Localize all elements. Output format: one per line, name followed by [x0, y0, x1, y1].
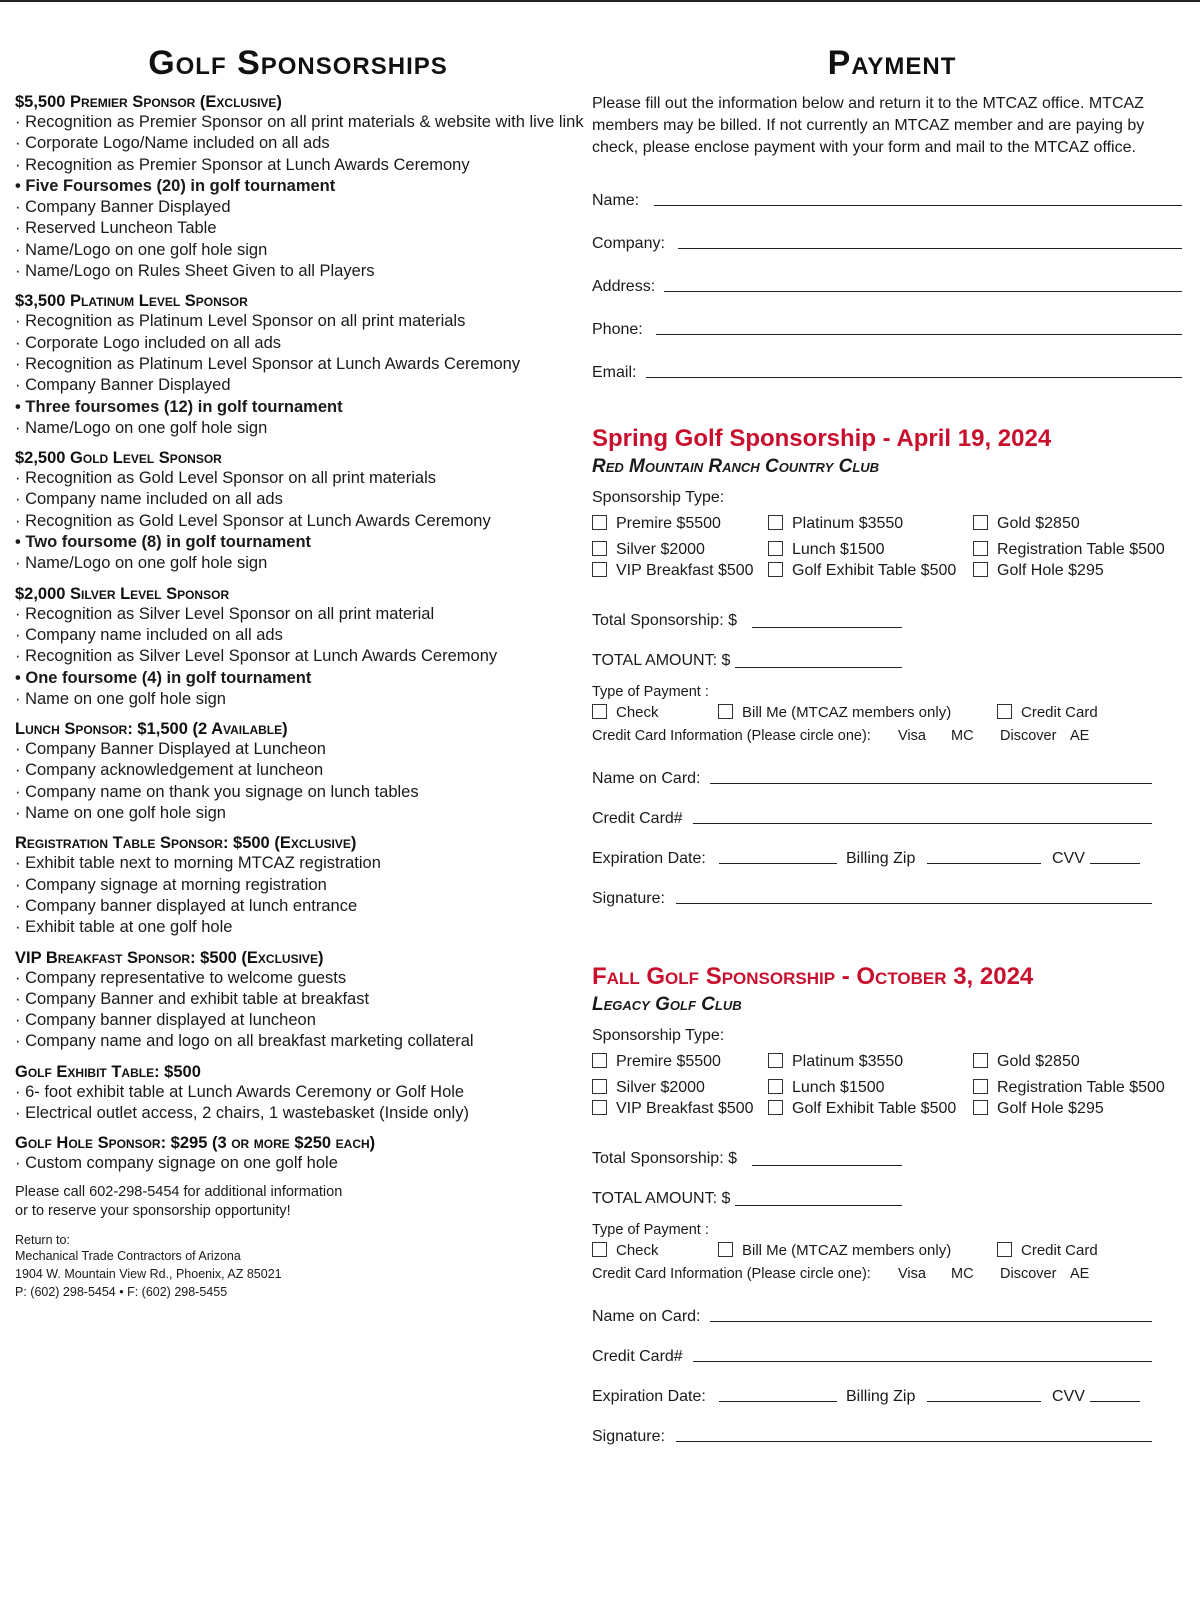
- total-amount-field[interactable]: [592, 1174, 1182, 1214]
- payment-type-options: [592, 1238, 1182, 1264]
- payment-option-label: Bill Me (MTCAZ members only): [742, 704, 952, 721]
- cc-type-option[interactable]: Visa: [898, 728, 926, 744]
- expiration-label: Expiration Date:: [592, 850, 706, 867]
- total-amount-line: [735, 1205, 902, 1206]
- tier-benefit: · Electrical outlet access, 2 chairs, 1 wastebasket (Inside only): [15, 1103, 585, 1124]
- payment-option-label: Credit Card: [1021, 1242, 1098, 1259]
- sponsorship-option[interactable]: [592, 1052, 721, 1072]
- tier-benefit: · Company banner displayed at luncheon: [15, 1010, 585, 1031]
- cc-type-option[interactable]: MC: [951, 728, 974, 744]
- sponsorship-option[interactable]: [768, 1052, 903, 1072]
- total-sponsorship-label: Total Sponsorship: $: [592, 612, 737, 629]
- name-on-card-field[interactable]: [592, 1292, 1182, 1332]
- cc-type-option[interactable]: Discover: [1000, 728, 1057, 744]
- sponsorship-option[interactable]: [973, 1099, 1104, 1119]
- expiration-row: [592, 1372, 1182, 1412]
- name-on-card-field-label: Name on Card:: [592, 770, 701, 787]
- event-title: Spring Golf Sponsorship - April 19, 2024: [592, 425, 1052, 452]
- checkbox[interactable]: [592, 1053, 607, 1068]
- sponsorship-option[interactable]: [768, 514, 903, 534]
- return-to-label: Return to:: [15, 1232, 70, 1247]
- sponsorship-options: [592, 1052, 1182, 1122]
- checkbox[interactable]: [768, 1079, 783, 1094]
- signature-field-line: [676, 1441, 1152, 1442]
- event-title: Fall Golf Sponsorship - October 3, 2024: [592, 963, 1034, 990]
- total-sponsorship-field[interactable]: [592, 596, 1182, 636]
- type-of-payment-label: Type of Payment :: [592, 1222, 709, 1238]
- billing-zip-line[interactable]: [927, 863, 1041, 864]
- tier-benefit: • One foursome (4) in golf tournament: [15, 668, 585, 689]
- credit-card-type-row: [592, 1264, 1182, 1288]
- payment-title: Payment: [827, 44, 957, 82]
- sponsorship-option[interactable]: [768, 540, 885, 560]
- signature-field-label: Signature:: [592, 1428, 665, 1445]
- phone-field[interactable]: Phone:: [592, 302, 1182, 345]
- sponsorship-options: [592, 514, 1182, 584]
- tier-benefit: · Recognition as Gold Level Sponsor at Lunch Awards Ceremony: [15, 511, 585, 532]
- tier-benefit: • Three foursomes (12) in golf tournament: [15, 397, 585, 418]
- option-label: Lunch $1500: [792, 541, 885, 558]
- sponsor-tier: [15, 1133, 585, 1174]
- payment-column: [592, 44, 1182, 1452]
- payment-type-options: [592, 700, 1182, 726]
- sponsorships-column: [15, 44, 585, 1301]
- sponsor-tier: [15, 448, 585, 574]
- checkbox[interactable]: [973, 515, 988, 530]
- billing-zip-label: Billing Zip: [846, 850, 916, 867]
- tier-title: $5,500 Premier Sponsor (Exclusive): [15, 93, 282, 111]
- tier-benefit: · Company representative to welcome guests: [15, 968, 585, 989]
- cvv-line[interactable]: [1090, 1401, 1140, 1402]
- payment-bill-me-option[interactable]: [718, 1242, 951, 1259]
- tier-benefit: · Company Banner Displayed at Luncheon: [15, 739, 585, 760]
- tier-benefit: · Name/Logo on Rules Sheet Given to all Players: [15, 261, 585, 282]
- billing-zip-line[interactable]: [927, 1401, 1041, 1402]
- option-label: VIP Breakfast $500: [616, 562, 754, 579]
- tier-benefit: · Custom company signage on one golf hole: [15, 1153, 585, 1174]
- name-on-card-field-line: [710, 1321, 1152, 1322]
- option-label: Golf Hole $295: [997, 1100, 1104, 1117]
- organization-address: 1904 W. Mountain View Rd., Phoenix, AZ 85021: [15, 1266, 282, 1281]
- tier-title: VIP Breakfast Sponsor: $500 (Exclusive): [15, 948, 324, 967]
- tier-benefit: · Recognition as Gold Level Sponsor on all print materials: [15, 468, 585, 489]
- option-label: Golf Exhibit Table $500: [792, 562, 957, 579]
- tier-benefit: · Name on one golf hole sign: [15, 689, 585, 710]
- spring-event-form: [592, 424, 1182, 914]
- tier-benefit: · Exhibit table next to morning MTCAZ registration: [15, 853, 585, 874]
- checkbox[interactable]: [997, 704, 1012, 719]
- tier-benefit: · Name/Logo on one golf hole sign: [15, 553, 585, 574]
- option-label: Gold $2850: [997, 1053, 1080, 1070]
- return-address-block: [15, 1231, 585, 1301]
- checkbox[interactable]: [768, 1100, 783, 1115]
- tier-benefit: · Recognition as Premier Sponsor at Lunch Awards Ceremony: [15, 155, 585, 176]
- payment-check-option[interactable]: [592, 704, 659, 721]
- tier-title: $2,500 Gold Level Sponsor: [15, 449, 222, 468]
- total-sponsorship-line: [752, 627, 902, 628]
- tier-benefit: · Name/Logo on one golf hole sign: [15, 418, 585, 439]
- contact-note-line2: or to reserve your sponsorship opportunity!: [15, 1202, 291, 1219]
- address-field[interactable]: Address:: [592, 259, 1182, 302]
- cc-info-label: Credit Card Information (Please circle one):: [592, 728, 871, 744]
- option-label: Lunch $1500: [792, 1079, 885, 1096]
- checkbox[interactable]: [592, 1242, 607, 1257]
- total-amount-label: TOTAL AMOUNT: $: [592, 1190, 731, 1207]
- signature-field[interactable]: [592, 1412, 1182, 1452]
- expiration-row: [592, 834, 1182, 874]
- tier-benefit: · Name on one golf hole sign: [15, 803, 585, 824]
- tier-benefit: • Five Foursomes (20) in golf tournament: [15, 176, 585, 197]
- signature-field-line: [676, 903, 1152, 904]
- credit-card-number-field[interactable]: [592, 794, 1182, 834]
- cc-type-option[interactable]: MC: [951, 1266, 974, 1282]
- tier-benefit: · Company name and logo on all breakfast marketing collateral: [15, 1031, 585, 1052]
- sponsorship-option[interactable]: [973, 1078, 1165, 1098]
- sponsor-tier: [15, 719, 585, 824]
- payment-option-label: Bill Me (MTCAZ members only): [742, 1242, 952, 1259]
- payment-option-label: Check: [616, 1242, 659, 1259]
- tier-benefit: · Corporate Logo/Name included on all ads: [15, 133, 585, 154]
- payment-option-label: Credit Card: [1021, 704, 1098, 721]
- tier-benefit: · Company acknowledgement at luncheon: [15, 760, 585, 781]
- organization-name: Mechanical Trade Contractors of Arizona: [15, 1248, 241, 1263]
- sponsorships-title: Golf Sponsorships: [148, 44, 448, 82]
- sponsorship-option[interactable]: [592, 1099, 754, 1119]
- name-on-card-field[interactable]: [592, 754, 1182, 794]
- event-venue: Red Mountain Ranch Country Club: [592, 456, 880, 477]
- sponsorship-option[interactable]: [768, 561, 956, 581]
- checkbox[interactable]: [592, 562, 607, 577]
- credit-card-number-field-line: [693, 1361, 1152, 1362]
- contact-note: [15, 1183, 585, 1221]
- event-venue: Legacy Golf Club: [592, 994, 742, 1015]
- payment-check-option[interactable]: [592, 1242, 659, 1259]
- checkbox[interactable]: [768, 562, 783, 577]
- checkbox[interactable]: [592, 1100, 607, 1115]
- sponsorship-tier-list: [15, 92, 585, 1175]
- organization-phones: P: (602) 298-5454 • F: (602) 298-5455: [15, 1284, 228, 1299]
- company-field[interactable]: Company:: [592, 216, 1182, 259]
- total-amount-field[interactable]: [592, 636, 1182, 676]
- option-label: Golf Hole $295: [997, 562, 1104, 579]
- tier-title: $2,000 Silver Level Sponsor: [15, 584, 230, 603]
- sponsorship-option[interactable]: [973, 540, 1165, 560]
- checkbox[interactable]: [973, 562, 988, 577]
- option-label: Platinum $3550: [792, 1053, 904, 1070]
- checkbox[interactable]: [592, 541, 607, 556]
- tier-benefit: · Name/Logo on one golf hole sign: [15, 240, 585, 261]
- sponsor-tier: [15, 1062, 585, 1125]
- name-field[interactable]: Name:: [592, 173, 1182, 216]
- checkbox[interactable]: [973, 1053, 988, 1068]
- sponsorship-option[interactable]: [768, 1099, 956, 1119]
- checkbox[interactable]: [768, 515, 783, 530]
- expiration-line[interactable]: [719, 863, 837, 864]
- tier-benefit: · Company signage at morning registration: [15, 875, 585, 896]
- payment-option-label: Check: [616, 704, 659, 721]
- cc-type-option[interactable]: Discover: [1000, 1266, 1057, 1282]
- sponsorship-option[interactable]: [973, 1052, 1080, 1072]
- name-on-card-field-label: Name on Card:: [592, 1308, 701, 1325]
- checkbox[interactable]: [997, 1242, 1012, 1257]
- sponsorship-option[interactable]: [973, 514, 1080, 534]
- sponsorship-type-label: Sponsorship Type:: [592, 1027, 725, 1044]
- credit-card-number-field-label: Credit Card#: [592, 810, 683, 827]
- tier-title: Golf Exhibit Table: $500: [15, 1062, 201, 1081]
- expiration-line[interactable]: [719, 1401, 837, 1402]
- cc-type-option[interactable]: Visa: [898, 1266, 926, 1282]
- tier-benefit: · Company Banner and exhibit table at breakfast: [15, 989, 585, 1010]
- contact-fields: [592, 173, 1182, 388]
- credit-card-type-row: [592, 726, 1182, 750]
- contact-note-line1: Please call 602-298-5454 for additional information: [15, 1183, 343, 1200]
- option-label: VIP Breakfast $500: [616, 1100, 754, 1117]
- option-label: Silver $2000: [616, 541, 705, 558]
- option-label: Silver $2000: [616, 1079, 705, 1096]
- cvv-label: CVV: [1052, 850, 1085, 867]
- tier-benefit: · Recognition as Platinum Level Sponsor at Lunch Awards Ceremony: [15, 354, 585, 375]
- sponsorship-option[interactable]: [973, 561, 1104, 581]
- signature-field[interactable]: [592, 874, 1182, 914]
- billing-zip-label: Billing Zip: [846, 1388, 916, 1405]
- sponsorship-option[interactable]: [768, 1078, 885, 1098]
- tier-title: Golf Hole Sponsor: $295 (3 or more $250 each): [15, 1134, 376, 1153]
- checkbox[interactable]: [768, 1053, 783, 1068]
- tier-benefit: · Reserved Luncheon Table: [15, 218, 585, 239]
- tier-benefit: · Exhibit table at one golf hole: [15, 917, 585, 938]
- option-label: Platinum $3550: [792, 515, 904, 532]
- checkbox[interactable]: [718, 704, 733, 719]
- tier-benefit: · Recognition as Premier Sponsor on all print materials & website with live link: [15, 112, 585, 133]
- checkbox[interactable]: [768, 541, 783, 556]
- tier-benefit: · Recognition as Silver Level Sponsor on all print material: [15, 604, 585, 625]
- tier-benefit: · Recognition as Platinum Level Sponsor on all print materials: [15, 311, 585, 332]
- checkbox[interactable]: [973, 1100, 988, 1115]
- total-amount-line: [735, 667, 902, 668]
- tier-benefit: · 6- foot exhibit table at Lunch Awards Ceremony or Golf Hole: [15, 1082, 585, 1103]
- cc-type-option[interactable]: AE: [1070, 1266, 1090, 1282]
- tier-title: $3,500 Platinum Level Sponsor: [15, 292, 248, 311]
- sponsorship-option[interactable]: [592, 540, 705, 560]
- sponsor-tier: [15, 833, 585, 938]
- expiration-label: Expiration Date:: [592, 1388, 706, 1405]
- cc-type-option[interactable]: AE: [1070, 728, 1090, 744]
- checkbox[interactable]: [592, 1079, 607, 1094]
- signature-field-label: Signature:: [592, 890, 665, 907]
- cvv-label: CVV: [1052, 1388, 1085, 1405]
- tier-title: Lunch Sponsor: $1,500 (2 Available): [15, 720, 288, 739]
- sponsor-tier: [15, 291, 585, 439]
- tier-benefit: · Recognition as Silver Level Sponsor at Lunch Awards Ceremony: [15, 646, 585, 667]
- cc-info-label: Credit Card Information (Please circle one):: [592, 1266, 871, 1282]
- sponsorship-option[interactable]: [592, 561, 754, 581]
- payment-bill-me-option[interactable]: [718, 704, 951, 721]
- sponsorship-option[interactable]: [592, 1078, 705, 1098]
- top-rule: [0, 0, 1200, 2]
- sponsorship-type-label: Sponsorship Type:: [592, 489, 725, 506]
- payment-credit-card-option[interactable]: [997, 704, 1098, 721]
- checkbox[interactable]: [973, 1079, 988, 1094]
- sponsor-tier: [15, 948, 585, 1053]
- payment-intro: Please fill out the information below and return it to the MTCAZ office. MTCAZ members may be billed. If not currently an MTCAZ member and are paying by check, please enclose payment with your form and mail to the MTCAZ office.: [592, 95, 1145, 156]
- sponsor-tier: [15, 584, 585, 710]
- tier-benefit: · Company name included on all ads: [15, 625, 585, 646]
- payment-credit-card-option[interactable]: [997, 1242, 1098, 1259]
- cvv-line[interactable]: [1090, 863, 1140, 864]
- tier-benefit: · Company Banner Displayed: [15, 375, 585, 396]
- sponsorship-option[interactable]: [592, 514, 721, 534]
- option-label: Premire $5500: [616, 1053, 721, 1070]
- name-on-card-field-line: [710, 783, 1152, 784]
- tier-benefit: · Company banner displayed at lunch entrance: [15, 896, 585, 917]
- total-sponsorship-label: Total Sponsorship: $: [592, 1150, 737, 1167]
- checkbox[interactable]: [973, 541, 988, 556]
- tier-benefit: · Corporate Logo included on all ads: [15, 333, 585, 354]
- option-label: Registration Table $500: [997, 1079, 1165, 1096]
- total-amount-label: TOTAL AMOUNT: $: [592, 652, 731, 669]
- checkbox[interactable]: [592, 515, 607, 530]
- option-label: Registration Table $500: [997, 541, 1165, 558]
- option-label: Gold $2850: [997, 515, 1080, 532]
- total-sponsorship-line: [752, 1165, 902, 1166]
- tier-title: Registration Table Sponsor: $500 (Exclusive): [15, 834, 357, 853]
- tier-benefit: · Company Banner Displayed: [15, 197, 585, 218]
- tier-benefit: • Two foursome (8) in golf tournament: [15, 532, 585, 553]
- tier-benefit: · Company name included on all ads: [15, 489, 585, 510]
- credit-card-number-field[interactable]: [592, 1332, 1182, 1372]
- total-sponsorship-field[interactable]: [592, 1134, 1182, 1174]
- credit-card-number-field-label: Credit Card#: [592, 1348, 683, 1365]
- option-label: Premire $5500: [616, 515, 721, 532]
- checkbox[interactable]: [718, 1242, 733, 1257]
- credit-card-number-field-line: [693, 823, 1152, 824]
- email-field[interactable]: Email:: [592, 345, 1182, 388]
- tier-benefit: · Company name on thank you signage on lunch tables: [15, 782, 585, 803]
- fall-event-form: [592, 962, 1182, 1452]
- option-label: Golf Exhibit Table $500: [792, 1100, 957, 1117]
- sponsor-tier: [15, 92, 585, 282]
- checkbox[interactable]: [592, 704, 607, 719]
- type-of-payment-label: Type of Payment :: [592, 684, 709, 700]
